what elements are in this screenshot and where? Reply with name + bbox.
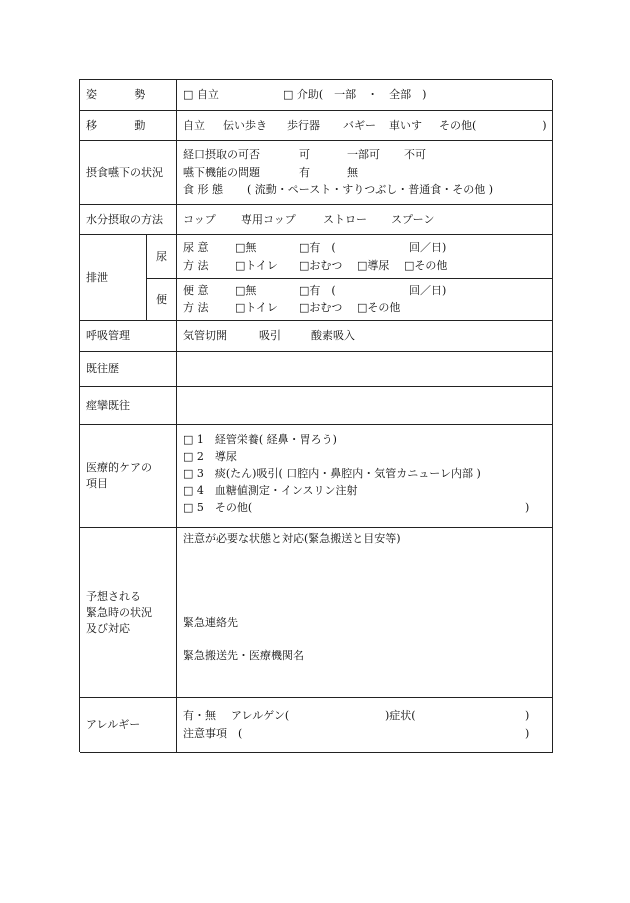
mobility-option-wheelchair[interactable]: 車いす: [389, 119, 422, 132]
emergency-note-heading: 注意が必要な状態と対応(緊急搬送と目安等): [183, 532, 401, 545]
stool-label-cell: [147, 279, 177, 321]
medical-care-item-other[interactable]: □ 5 その他(: [183, 501, 253, 514]
allergy-allergen-label: アレルゲン(: [231, 709, 290, 722]
urine-urge-yes-checkbox[interactable]: □有 (: [299, 241, 336, 254]
posture-label-cell: [80, 80, 177, 111]
respiratory-oxygen[interactable]: 酸素吸入: [311, 329, 355, 342]
seizure-label: 痙攣既往: [86, 398, 130, 412]
mobility-label: 移 動: [86, 118, 159, 132]
hydration-option-straw[interactable]: ストロー: [323, 213, 367, 226]
stool-toilet-checkbox[interactable]: □トイレ: [235, 301, 278, 314]
emergency-label-cell: [80, 528, 177, 698]
respiratory-suction[interactable]: 吸引: [259, 329, 281, 342]
medical-care-other-close: ): [525, 501, 530, 514]
care-form-table: [79, 79, 552, 752]
posture-label: 姿 勢: [86, 88, 159, 101]
eating-label-cell: [80, 141, 177, 205]
swallow-function-label: 嚥下機能の問題: [183, 166, 260, 179]
posture-value-cell: [177, 80, 553, 111]
history-label-cell: [80, 352, 177, 387]
hydration-option-cup[interactable]: コップ: [183, 213, 216, 226]
stool-urge-yes-checkbox[interactable]: □有 (: [299, 284, 336, 297]
oral-intake-partial[interactable]: 一部可: [347, 148, 380, 161]
mobility-option-buggy[interactable]: バギー: [343, 119, 376, 132]
hydration-value-cell: [177, 205, 553, 235]
eating-label: 摂食嚥下の状況: [86, 165, 163, 179]
medical-care-label-line1: 医療的ケアの: [86, 461, 152, 474]
mobility-option-other[interactable]: その他( ): [439, 119, 547, 132]
medical-care-item-insulin[interactable]: □ 4 血糖値測定・インスリン注射: [183, 484, 358, 497]
allergy-label-cell: [80, 698, 177, 753]
oral-intake-no[interactable]: 不可: [404, 148, 426, 161]
emergency-hospital-label: 緊急搬送先・医療機関名: [183, 649, 304, 662]
excretion-label-cell: [80, 235, 147, 321]
allergy-yes-no[interactable]: 有・無: [183, 709, 216, 722]
food-form-label: 食 形 態: [183, 183, 223, 196]
urine-label-cell: [147, 235, 177, 279]
eating-value-cell: [177, 141, 553, 205]
mobility-option-walker[interactable]: 歩行器: [287, 119, 320, 132]
respiratory-label: 呼吸管理: [86, 329, 130, 342]
urine-value-cell: [177, 235, 553, 279]
medical-care-label-line2: 項目: [86, 477, 108, 490]
stool-diaper-checkbox[interactable]: □おむつ: [299, 301, 343, 314]
emergency-contact-label: 緊急連絡先: [183, 616, 238, 629]
urine-toilet-checkbox[interactable]: □トイレ: [235, 259, 278, 272]
medical-care-label-cell: [80, 425, 177, 528]
seizure-label-cell: [80, 387, 177, 425]
excretion-label: 排泄: [86, 270, 108, 284]
mobility-value-cell: [177, 111, 553, 141]
mobility-option-furniture-walk[interactable]: 伝い歩き: [223, 119, 267, 132]
emergency-label-line2: 緊急時の状況: [86, 605, 152, 619]
stool-value-cell: [177, 279, 553, 321]
urine-frequency-unit: 回／日): [409, 241, 447, 254]
hydration-label-cell: [80, 205, 177, 235]
urine-catheter-checkbox[interactable]: □導尿: [357, 259, 390, 272]
food-form-options[interactable]: ( 流動・ペースト・すりつぶし・普通食・その他 ): [247, 183, 494, 196]
stool-label: 便: [156, 292, 167, 306]
medical-care-item-suction[interactable]: □ 3 痰(たん)吸引( 口腔内・鼻腔内・気管カニューレ内部 ): [183, 467, 481, 480]
seizure-input-cell[interactable]: [177, 387, 553, 425]
history-input-cell[interactable]: [177, 352, 553, 387]
allergy-symptom-close: ): [525, 709, 530, 722]
stool-frequency-unit: 回／日): [409, 284, 447, 297]
respiratory-label-cell: [80, 321, 177, 352]
allergy-symptom-label: )症状(: [385, 709, 416, 722]
urine-urge-no-checkbox[interactable]: □無: [235, 241, 257, 254]
allergy-notes-close: ): [525, 727, 530, 740]
allergy-notes-label: 注意事項 (: [183, 727, 243, 740]
posture-assist-checkbox[interactable]: □ 介助( 一部 ・ 全部 ): [283, 88, 427, 101]
stool-urge-label: 便 意: [183, 284, 209, 297]
posture-independent-checkbox[interactable]: □ 自立: [183, 88, 219, 101]
mobility-label-cell: [80, 111, 177, 141]
respiratory-tracheostomy[interactable]: 気管切開: [183, 329, 227, 342]
hydration-label: 水分摂取の方法: [86, 212, 163, 226]
hydration-option-special-cup[interactable]: 専用コップ: [241, 213, 296, 226]
urine-other-checkbox[interactable]: □その他: [404, 259, 448, 272]
hydration-option-spoon[interactable]: スプーン: [391, 213, 435, 226]
respiratory-value-cell: [177, 321, 553, 352]
urine-method-label: 方 法: [183, 259, 209, 272]
oral-intake-yes[interactable]: 可: [299, 148, 310, 161]
medical-care-value-cell: [177, 425, 553, 528]
urine-label: 尿: [156, 249, 167, 263]
urine-urge-label: 尿 意: [183, 241, 209, 254]
allergy-value-cell: [177, 698, 553, 753]
emergency-label-line3: 及び対応: [86, 621, 130, 635]
stool-method-label: 方 法: [183, 301, 209, 314]
emergency-label-line1: 予想される: [86, 589, 141, 603]
mobility-option-independent[interactable]: 自立: [183, 119, 205, 132]
medical-care-item-catheter[interactable]: □ 2 導尿: [183, 450, 237, 463]
urine-diaper-checkbox[interactable]: □おむつ: [299, 259, 343, 272]
history-label: 既往歴: [86, 362, 119, 375]
swallow-no[interactable]: 無: [347, 166, 358, 179]
allergy-label: アレルギー: [86, 718, 141, 731]
emergency-value-cell[interactable]: [177, 528, 553, 698]
swallow-yes[interactable]: 有: [299, 166, 310, 179]
stool-other-checkbox[interactable]: □その他: [357, 301, 401, 314]
medical-care-item-tube-feeding[interactable]: □ 1 経管栄養( 経鼻・胃ろう): [183, 433, 337, 446]
oral-intake-label: 経口摂取の可否: [183, 148, 260, 161]
stool-urge-no-checkbox[interactable]: □無: [235, 284, 257, 297]
